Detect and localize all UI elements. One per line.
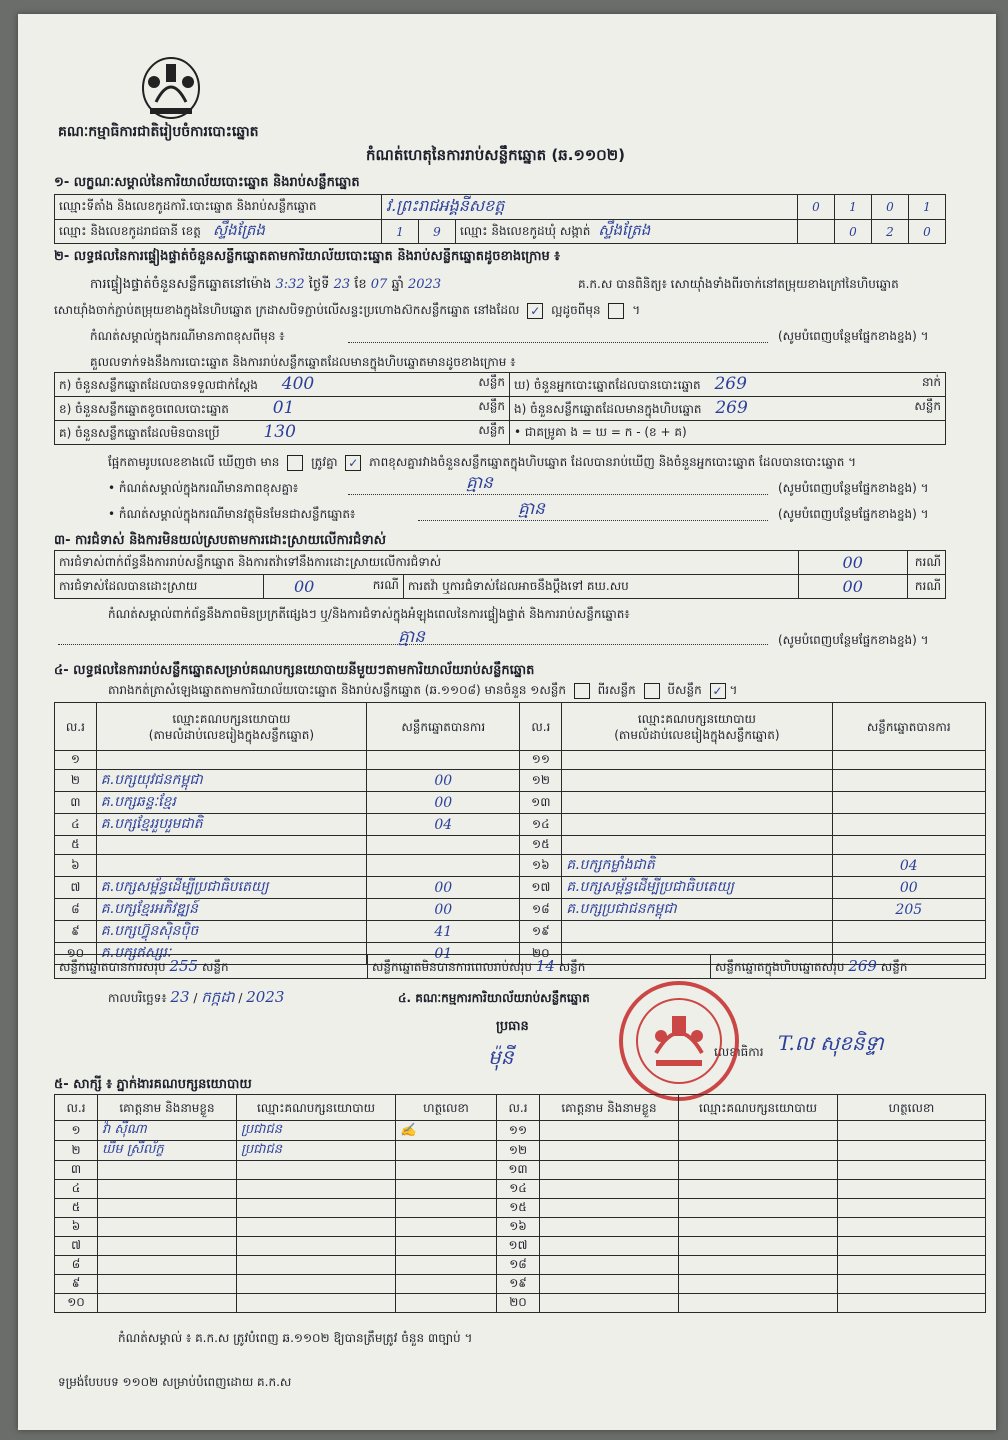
result-no-right: ១៩ xyxy=(520,921,562,943)
complaints-table xyxy=(54,550,946,599)
total-invalid-value: 14 xyxy=(535,956,555,975)
result-party-right xyxy=(562,814,832,836)
witness-party-right xyxy=(679,1180,838,1199)
complaint-row1-value: 00 xyxy=(798,551,907,575)
checkbox-good[interactable]: ✓ xyxy=(527,303,543,319)
witness-party-left xyxy=(237,1275,396,1294)
item-ka-label: ក) ចំនួនសន្លឹកឆ្នោតដែលបានទទួលជាក់ស្តែង xyxy=(59,378,258,392)
result-row xyxy=(55,792,986,814)
result-no-right: ១៦ xyxy=(520,855,562,877)
witness-sign-left xyxy=(396,1294,497,1313)
witness-no-left: ២ xyxy=(55,1141,98,1161)
witness-no-right: ១៨ xyxy=(497,1256,540,1275)
witness-party-left xyxy=(237,1294,396,1313)
result-no-right: ២០ xyxy=(520,943,562,965)
total-box-unit: សន្លឹក xyxy=(880,959,908,974)
witness-name-left xyxy=(98,1294,237,1313)
witness-sign-right xyxy=(838,1218,986,1237)
total-valid-value: 255 xyxy=(169,956,199,975)
witness-no-right: ១៩ xyxy=(497,1275,540,1294)
result-votes-right xyxy=(832,770,985,792)
result-votes-right xyxy=(832,751,985,770)
result-party-left xyxy=(96,836,366,855)
result-no-left: ៩ xyxy=(55,921,97,943)
fill-back-note-1: (សូមបំពេញបន្ថែមផ្នែកខាងខ្នង) ។ xyxy=(778,329,929,343)
checkbox-one-sheet[interactable] xyxy=(574,683,590,699)
witness-name-left xyxy=(98,1256,237,1275)
witness-party-right xyxy=(679,1141,838,1161)
fill-back-note-4: (សូមបំពេញបន្ថែមផ្នែកខាងខ្នង) ។ xyxy=(778,633,929,647)
result-votes-right: 00 xyxy=(832,877,985,899)
verify-day: 23 xyxy=(333,277,351,292)
result-party-right xyxy=(562,770,832,792)
col-votes-right: សន្លឹកឆ្នោតបានការ xyxy=(832,703,985,751)
witness-party-left xyxy=(237,1218,396,1237)
witness-sign-left xyxy=(396,1180,497,1199)
section3-heading: ៣- ការជំទាស់ និងការមិនយល់ស្របតាមការដោះស្រាយលើការជំទាស់ xyxy=(54,533,386,548)
witness-name-left xyxy=(98,1237,237,1256)
province-label: ឈ្មោះ និងលេខកូដរាជធានី ខេត្ត xyxy=(59,223,201,238)
result-party-left: គ.បក្សសម្ព័ន្ធដើម្បីប្រជាធិបតេយ្យ xyxy=(96,877,366,899)
chair-signature: ម៉ុនី xyxy=(488,1045,514,1069)
complaint-row2-unit: ករណី xyxy=(372,578,399,592)
result-party-left xyxy=(96,855,366,877)
witness-no-right: ១៣ xyxy=(497,1161,540,1180)
section1-table xyxy=(54,194,946,244)
witness-sign-left xyxy=(396,1161,497,1180)
witness-name-left xyxy=(98,1275,237,1294)
col-party-left-title: ឈ្មោះគណបក្សនយោបាយ xyxy=(172,711,291,726)
witness-no-left: ១០ xyxy=(55,1294,98,1313)
match-line xyxy=(108,454,856,472)
result-no-right: ១៨ xyxy=(520,899,562,921)
checkbox-good-label: ល្អដូចពីមុន xyxy=(551,303,601,317)
result-party-right: គ.បក្សសម្ព័ន្ធដើម្បីប្រជាធិបតេយ្យ xyxy=(562,877,832,899)
national-emblem-icon xyxy=(136,52,206,124)
witness-name-right xyxy=(540,1294,679,1313)
checkbox-mismatch[interactable]: ✓ xyxy=(345,455,361,471)
result-party-left: គ.បក្សខ្មែររួបរួមជាតិ xyxy=(96,814,366,836)
section4-heading: ៤- លទ្ធផលនៃការរាប់សន្លឹកឆ្នោតសម្រាប់គណបក្សនយោបាយនីមួយៗតាមការិយាល័យរាប់សន្លឹកឆ្នោត xyxy=(54,663,535,678)
witness-party-left: ប្រជាជន xyxy=(237,1121,396,1141)
result-votes-right xyxy=(832,814,985,836)
witness-sign-left xyxy=(396,1256,497,1275)
counting-committee: ៤. គណៈកម្មការការិយាល័យរាប់សន្លឹកឆ្នោត xyxy=(398,991,590,1005)
col-party-left-sub: (តាមលំដាប់លេខរៀងក្នុងសន្លឹកឆ្នោត) xyxy=(148,727,315,742)
witness-party-left xyxy=(237,1161,396,1180)
witness-name-right xyxy=(540,1121,679,1141)
witness-sign-right xyxy=(838,1199,986,1218)
item-ngo-label: ង) ចំនួនសន្លឹកឆ្នោតដែលមានក្នុងហិបឆ្នោត xyxy=(514,402,702,416)
witness-name-right xyxy=(540,1237,679,1256)
witness-row xyxy=(55,1218,986,1237)
form-title: កំណត់ហេតុនៃការរាប់សន្លឹកឆ្នោត (ឆ.១១០២) xyxy=(366,146,626,164)
item-ko-value: 130 xyxy=(263,422,296,442)
col-no-left: ល.រ xyxy=(55,703,97,751)
witness-sign-left xyxy=(396,1199,497,1218)
formula: • ជាគម្រូគា ង = ឃ = ក - (ខ + គ) xyxy=(510,421,946,445)
ballot-count-table xyxy=(54,372,946,445)
witness-row xyxy=(55,1161,986,1180)
note-foreign-value: គ្មាន xyxy=(518,499,545,519)
witness-sign-right xyxy=(838,1141,986,1161)
w-col-sign-left: ហត្ថលេខា xyxy=(396,1095,497,1121)
date-label: កាលបរិច្ឆេទ៖ xyxy=(108,991,167,1005)
witness-sign-left xyxy=(396,1141,497,1161)
witness-no-left: ៥ xyxy=(55,1199,98,1218)
section1-heading: ១- លក្ខណៈសម្គាល់នៃការិយាល័យបោះឆ្នោត និងរាប់សន្លឹកឆ្នោត xyxy=(54,175,360,190)
witness-no-right: ១១ xyxy=(497,1121,540,1141)
result-votes-right: 04 xyxy=(832,855,985,877)
witness-party-left xyxy=(237,1199,396,1218)
result-votes-left: 00 xyxy=(367,792,520,814)
fill-back-note-2: (សូមបំពេញបន្ថែមផ្នែកខាងខ្នង) ។ xyxy=(778,481,929,495)
result-party-right: គ.បក្សប្រជាជនកម្ពុជា xyxy=(562,899,832,921)
witness-table xyxy=(54,1094,986,1313)
irregularity-note-label: កំណត់សម្គាល់ពាក់ព័ន្ធនឹងភាពមិនប្រក្រតីផ្សេងៗ ឬ/និងការជំទាស់ក្នុងអំឡុងពេលនៃការផ្ទៀងផ្ទាត់ និងការរាប់សន្លឹកឆ្នោត៖ xyxy=(108,607,630,621)
item-ko-label: គ) ចំនួនសន្លឹកឆ្នោតដែលមិនបានប្រើ xyxy=(59,426,220,440)
result-votes-right: 205 xyxy=(832,899,985,921)
witness-sign-left xyxy=(396,1218,497,1237)
commune-label: ឈ្មោះ និងលេខកូដឃុំ សង្កាត់ xyxy=(460,223,591,238)
result-votes-left: 00 xyxy=(367,877,520,899)
irregularity-note-value: គ្មាន xyxy=(398,627,425,647)
secretary-signature: T.ល សុខនិទ្ទា xyxy=(778,1031,884,1055)
results-totals xyxy=(54,954,986,979)
complaint-row2-label2: ការតវ៉ា ឬការជំទាស់ដែលអាចនឹងប្តឹងទៅ គឃ.សប xyxy=(403,575,798,599)
difference-note-line xyxy=(348,342,768,343)
result-no-left: ១ xyxy=(55,751,97,770)
date-day: 23 xyxy=(170,988,190,1006)
witness-sign-right xyxy=(838,1237,986,1256)
province-value: ស្ទឹងត្រែង xyxy=(212,220,265,239)
result-votes-left xyxy=(367,836,520,855)
result-row xyxy=(55,899,986,921)
verify-time-label: ការផ្ទៀងផ្ទាត់ចំនួនសន្លឹកឆ្នោតនៅម៉ោង xyxy=(90,277,272,292)
checkbox-match-yes[interactable] xyxy=(287,455,303,471)
location-code-1: 0 xyxy=(798,195,835,220)
witness-sign-left xyxy=(396,1237,497,1256)
witness-no-right: ១២ xyxy=(497,1141,540,1161)
location-value: វ.ព្រះរាជអង្គនីសខត្ត xyxy=(382,195,798,220)
total-invalid-label: សន្លឹកឆ្នោតមិនបានការពេលរាប់សរុប xyxy=(372,959,532,974)
witness-name-left xyxy=(98,1218,237,1237)
note-difference-value: គ្មាន xyxy=(466,473,493,493)
official-seal-stamp xyxy=(616,978,742,1104)
witness-name-left xyxy=(98,1161,237,1180)
difference-note-label: កំណត់សម្គាល់ក្នុងករណីមានភាពខុសពីមុន ៖ xyxy=(90,329,285,343)
witness-party-right xyxy=(679,1256,838,1275)
match-label: ផ្អែកតាមរូបលេខខាងលើ ឃើញថា មាន xyxy=(108,455,280,469)
note-foreign-line xyxy=(418,520,768,521)
verify-month-label: ខែ xyxy=(354,277,367,292)
checkbox-two-sheets[interactable] xyxy=(644,683,660,699)
complaint-row2-label: ការជំទាស់ដែលបានដោះស្រាយ xyxy=(55,575,264,599)
witness-row xyxy=(55,1199,986,1218)
witness-party-right xyxy=(679,1199,838,1218)
verify-line-1-end: គ.ក.ស បានពិនិត្យ៖ សោយ៉ាំងទាំងពីរចាក់នៅតម្រុយខាងក្រៅនៃហិបឆ្នោត xyxy=(578,277,899,291)
commune-code-2: 2 xyxy=(872,220,909,244)
complaint-row2-value: 00 xyxy=(294,577,315,596)
form-page xyxy=(18,14,996,1430)
province-code-1: 1 xyxy=(382,220,419,244)
result-votes-left: 01 xyxy=(367,943,520,965)
w-col-name-right: គោត្តនាម និងនាមខ្លួន xyxy=(540,1095,679,1121)
footnote: កំណត់សម្គាល់ ៖ គ.ក.ស ត្រូវបំពេញ ឆ.១១០២ ឱ្យបានត្រឹមត្រូវ ចំនួន ៣ច្បាប់ ។ xyxy=(118,1331,473,1345)
witness-no-left: ១ xyxy=(55,1121,98,1141)
complaint-row1-unit: ករណី xyxy=(907,551,945,575)
tally-sheet-intro: តារាងកត់ត្រាសំឡេងឆ្នោតតាមការិយាល័យបោះឆ្នោត និងរាប់សន្លឹកឆ្នោត (ឆ.១១០៨) មានចំនួន ១សន្លឹក xyxy=(108,683,566,697)
item-kho-label: ឃ) ចំនួនអ្នកបោះឆ្នោតដែលបានបោះឆ្នោត xyxy=(514,378,701,392)
result-no-left: ៤ xyxy=(55,814,97,836)
section5-heading: ៥- សាក្សី ៖ ភ្នាក់ងារគណបក្សនយោបាយ xyxy=(54,1077,252,1092)
witness-party-left: ប្រជាជន xyxy=(237,1141,396,1161)
item-ka-unit: សន្លឹក xyxy=(478,375,505,389)
result-votes-right xyxy=(832,792,985,814)
result-party-left: គ.បក្សយុវជនកម្ពុជា xyxy=(96,770,366,792)
item-kha-unit: សន្លឹក xyxy=(478,399,505,413)
result-no-left: ៣ xyxy=(55,792,97,814)
witness-name-left: វ៉ា ស៊ីណា xyxy=(98,1121,237,1141)
result-party-left: គ.បក្សឥស្សរៈ xyxy=(96,943,366,965)
results-table xyxy=(54,702,986,965)
result-votes-left xyxy=(367,751,520,770)
item-ngo-value: 269 xyxy=(715,398,748,418)
col-party-right xyxy=(562,703,832,751)
total-box-value: 269 xyxy=(848,956,877,975)
section2-heading: ២- លទ្ធផលនៃការផ្ទៀងផ្ទាត់ចំនួនសន្លឹកឆ្នោតតាមការិយាល័យបោះឆ្នោត និងរាប់សន្លឹកឆ្នោតដូចខាងក្រោម ៖ xyxy=(54,249,560,264)
witness-party-right xyxy=(679,1275,838,1294)
witness-no-left: ៤ xyxy=(55,1180,98,1199)
chair-label: ប្រធាន xyxy=(496,1019,529,1034)
witness-name-right xyxy=(540,1141,679,1161)
witness-no-right: ១៤ xyxy=(497,1180,540,1199)
verify-line-2: សោយ៉ាំងចាក់ភ្ជាប់តម្រុយខាងក្នុងនៃហិបឆ្នោត ក្រដាសបិទភ្ជាប់លើសន្ទះប្រហោងស៊កសន្លឹកឆ្នោត នៅងដែល ✓ ល្អដូចពីមុន ។ xyxy=(54,303,641,318)
witness-name-right xyxy=(540,1256,679,1275)
witness-no-left: ៦ xyxy=(55,1218,98,1237)
w-col-party-right: ឈ្មោះគណបក្សនយោបាយ xyxy=(679,1095,838,1121)
w-col-no-left: ល.រ xyxy=(55,1095,98,1121)
total-invalid-unit: សន្លឹក xyxy=(558,959,586,974)
note-difference-label: • កំណត់សម្គាល់ក្នុងករណីមានភាពខុសគ្នា៖ xyxy=(108,481,299,495)
result-votes-right xyxy=(832,836,985,855)
committee-name: គណៈកម្មាធិការជាតិរៀបចំការបោះឆ្នោត xyxy=(58,124,259,140)
witness-no-left: ៩ xyxy=(55,1275,98,1294)
result-no-right: ១៧ xyxy=(520,877,562,899)
w-col-name-left: គោត្តនាម និងនាមខ្លួន xyxy=(98,1095,237,1121)
col-party-right-sub: (តាមលំដាប់លេខរៀងក្នុងសន្លឹកឆ្នោត) xyxy=(614,727,780,742)
col-party-left xyxy=(96,703,366,751)
result-party-right xyxy=(562,836,832,855)
col-party-right-title: ឈ្មោះគណបក្សនយោបាយ xyxy=(637,711,756,726)
col-votes-left: សន្លឹកឆ្នោតបានការ xyxy=(367,703,520,751)
complaint-row2-value2: 00 xyxy=(798,575,907,599)
note-foreign-label: • កំណត់សម្គាល់ក្នុងករណីមានវត្ថុមិនមែនជាសន្លឹកឆ្នោត៖ xyxy=(108,507,356,521)
witness-no-right: ២០ xyxy=(497,1294,540,1313)
witness-sign-right xyxy=(838,1275,986,1294)
match-option: ត្រូវគ្នា xyxy=(311,455,338,469)
result-row xyxy=(55,877,986,899)
witness-sign-right xyxy=(838,1256,986,1275)
result-row xyxy=(55,751,986,770)
witness-party-right xyxy=(679,1218,838,1237)
total-valid-label: សន្លឹកឆ្នោតបានការសរុប xyxy=(59,959,166,974)
witness-name-right xyxy=(540,1161,679,1180)
verify-month: 07 xyxy=(370,277,388,292)
witness-party-left xyxy=(237,1237,396,1256)
witness-name-right xyxy=(540,1180,679,1199)
witness-row xyxy=(55,1256,986,1275)
result-no-left: ៥ xyxy=(55,836,97,855)
result-no-left: ៨ xyxy=(55,899,97,921)
verify-time: 3:32 xyxy=(275,277,305,292)
commune-code-1: 0 xyxy=(835,220,872,244)
witness-name-left: ឃឹម ស្រីល័ក្ខ xyxy=(98,1141,237,1161)
two-sheets-label: ពីរសន្លឹក xyxy=(597,683,636,697)
complaint-row1-label: ការជំទាស់ពាក់ព័ន្ធនឹងការរាប់សន្លឹកឆ្នោត និងការតវ៉ាទៅនឹងការដោះស្រាយលើការជំទាស់ xyxy=(55,551,799,575)
result-row xyxy=(55,836,986,855)
result-party-right xyxy=(562,792,832,814)
witness-row xyxy=(55,1180,986,1199)
witness-no-right: ១៧ xyxy=(497,1237,540,1256)
witness-party-right xyxy=(679,1121,838,1141)
result-party-left: គ.បក្សហ៊្វុនស៊ិនប៉ិច xyxy=(96,921,366,943)
witness-sign-left xyxy=(396,1275,497,1294)
total-box-label: សន្លឹកឆ្នោតក្នុងហិបឆ្នោតសរុប xyxy=(715,959,845,974)
w-col-sign-right: ហត្ថលេខា xyxy=(838,1095,986,1121)
witness-row xyxy=(55,1294,986,1313)
witness-no-left: ៣ xyxy=(55,1161,98,1180)
date-year: 2023 xyxy=(246,988,285,1006)
verify-day-label: ថ្ងៃទី xyxy=(308,277,330,292)
secretary-label: លេខាធិការ xyxy=(714,1045,764,1059)
result-party-right xyxy=(562,921,832,943)
result-votes-left xyxy=(367,855,520,877)
location-label: ឈ្មោះទីតាំង និងលេខកូដការិ.បោះឆ្នោត និងរាប់សន្លឹកឆ្នោត xyxy=(55,195,382,220)
witness-name-right xyxy=(540,1199,679,1218)
result-no-left: ២ xyxy=(55,770,97,792)
result-row xyxy=(55,814,986,836)
result-no-right: ១៥ xyxy=(520,836,562,855)
verify-line-1 xyxy=(90,276,441,295)
item-kho-unit: នាក់ xyxy=(921,375,941,389)
ballot-info-label: គួលលទាក់ទងនឹងការបោះឆ្នោត និងការរាប់សន្លឹកឆ្នោតដែលមានក្នុងហិបឆ្នោតមានដូចខាងក្រោម ៖ xyxy=(90,355,516,369)
result-votes-left: 41 xyxy=(367,921,520,943)
w-col-party-left: ឈ្មោះគណបក្សនយោបាយ xyxy=(237,1095,396,1121)
witness-party-left xyxy=(237,1256,396,1275)
result-votes-left: 00 xyxy=(367,899,520,921)
witness-row xyxy=(55,1275,986,1294)
result-no-right: ១៤ xyxy=(520,814,562,836)
witness-sign-right xyxy=(838,1180,986,1199)
province-code-2: 9 xyxy=(419,220,456,244)
location-code-2: 1 xyxy=(835,195,872,220)
result-no-right: ១១ xyxy=(520,751,562,770)
item-kha-value: 01 xyxy=(272,398,295,418)
verify-year: 2023 xyxy=(408,277,442,292)
witness-no-left: ៨ xyxy=(55,1256,98,1275)
result-row xyxy=(55,855,986,877)
result-no-right: ១៣ xyxy=(520,792,562,814)
result-party-right xyxy=(562,751,832,770)
col-no-right: ល.រ xyxy=(520,703,562,751)
checkbox-three-sheets[interactable]: ✓ xyxy=(710,683,726,699)
witness-sign-right xyxy=(838,1294,986,1313)
commune-value: ស្ទឹងត្រែង xyxy=(598,220,651,239)
verify-year-label: ឆ្នាំ xyxy=(391,277,404,292)
witness-party-right xyxy=(679,1237,838,1256)
item-ngo-unit: សន្លឹក xyxy=(914,399,941,413)
witness-no-left: ៧ xyxy=(55,1237,98,1256)
witness-name-right xyxy=(540,1275,679,1294)
w-col-no-right: ល.រ xyxy=(497,1095,540,1121)
witness-row xyxy=(55,1121,986,1141)
result-no-left: ៦ xyxy=(55,855,97,877)
item-ko-unit: សន្លឹក xyxy=(478,423,505,437)
result-votes-left: 04 xyxy=(367,814,520,836)
result-no-left: ៧ xyxy=(55,877,97,899)
witness-name-right xyxy=(540,1218,679,1237)
result-row xyxy=(55,770,986,792)
witness-name-left xyxy=(98,1180,237,1199)
item-ka-value: 400 xyxy=(281,374,315,394)
mismatch-option: ភាពខុសគ្នារវាងចំនួនសន្លឹកឆ្នោតក្នុងហិបឆ្នោត ដែលបានរាប់ឃើញ និងចំនួនអ្នកបោះឆ្នោត ដែលបានបោះឆ្នោត ។ xyxy=(369,455,857,469)
result-party-left: គ.បក្សឆន្ទៈខ្មែរ xyxy=(96,792,366,814)
fill-back-note-3: (សូមបំពេញបន្ថែមផ្នែកខាងខ្នង) ។ xyxy=(778,507,929,521)
witness-sign-right xyxy=(838,1161,986,1180)
item-kho-value: 269 xyxy=(714,374,747,394)
form-footer: ទម្រង់បែបបទ ១១០២ សម្រាប់បំពេញដោយ គ.ក.ស xyxy=(58,1375,292,1389)
witness-party-right xyxy=(679,1161,838,1180)
witness-row xyxy=(55,1237,986,1256)
result-party-left: គ.បក្សខ្មែរអភិវឌ្ឍន៍ xyxy=(96,899,366,921)
note-difference-line xyxy=(348,494,768,495)
item-kha-label: ខ) ចំនួនសន្លឹកឆ្នោតខូចពេលបោះឆ្នោត xyxy=(59,402,229,416)
witness-row xyxy=(55,1141,986,1161)
witness-party-left xyxy=(237,1180,396,1199)
witness-no-right: ១៥ xyxy=(497,1199,540,1218)
result-no-left: ១០ xyxy=(55,943,97,965)
result-party-right: គ.បក្សកម្លាំងជាតិ xyxy=(562,855,832,877)
result-votes-right xyxy=(832,921,985,943)
result-party-left xyxy=(96,751,366,770)
date-month: កក្កដា xyxy=(201,988,235,1006)
checkbox-bad[interactable] xyxy=(608,303,624,319)
witness-sign-left: ✍ xyxy=(396,1121,497,1141)
witness-sign-right xyxy=(838,1121,986,1141)
total-valid-unit: សន្លឹក xyxy=(201,959,229,974)
witness-no-right: ១៦ xyxy=(497,1218,540,1237)
result-votes-left: 00 xyxy=(367,770,520,792)
location-code-4: 1 xyxy=(909,195,946,220)
witness-party-right xyxy=(679,1294,838,1313)
commune-code-3: 0 xyxy=(909,220,946,244)
seal-text: សោយ៉ាំងចាក់ភ្ជាប់តម្រុយខាងក្នុងនៃហិបឆ្នោត ក្រដាសបិទភ្ជាប់លើសន្ទះប្រហោងស៊កសន្លឹកឆ្នោត នៅងដែល xyxy=(54,303,520,317)
three-sheets-label: បីសន្លឹក xyxy=(667,683,702,697)
result-no-right: ១២ xyxy=(520,770,562,792)
result-row xyxy=(55,921,986,943)
date-line: កាលបរិច្ឆេទ៖ 23 / កក្កដា / 2023 xyxy=(108,988,285,1006)
complaint-row2-unit2: ករណី xyxy=(907,575,945,599)
tally-sheet-line: តារាងកត់ត្រាសំឡេងឆ្នោតតាមការិយាល័យបោះឆ្នោត និងរាប់សន្លឹកឆ្នោត (ឆ.១១០៨) មានចំនួន ១សន្លឹក ពីរសន្លឹក បីសន្លឹក ✓ ។ xyxy=(108,683,738,698)
witness-name-left xyxy=(98,1199,237,1218)
location-code-3: 0 xyxy=(872,195,909,220)
